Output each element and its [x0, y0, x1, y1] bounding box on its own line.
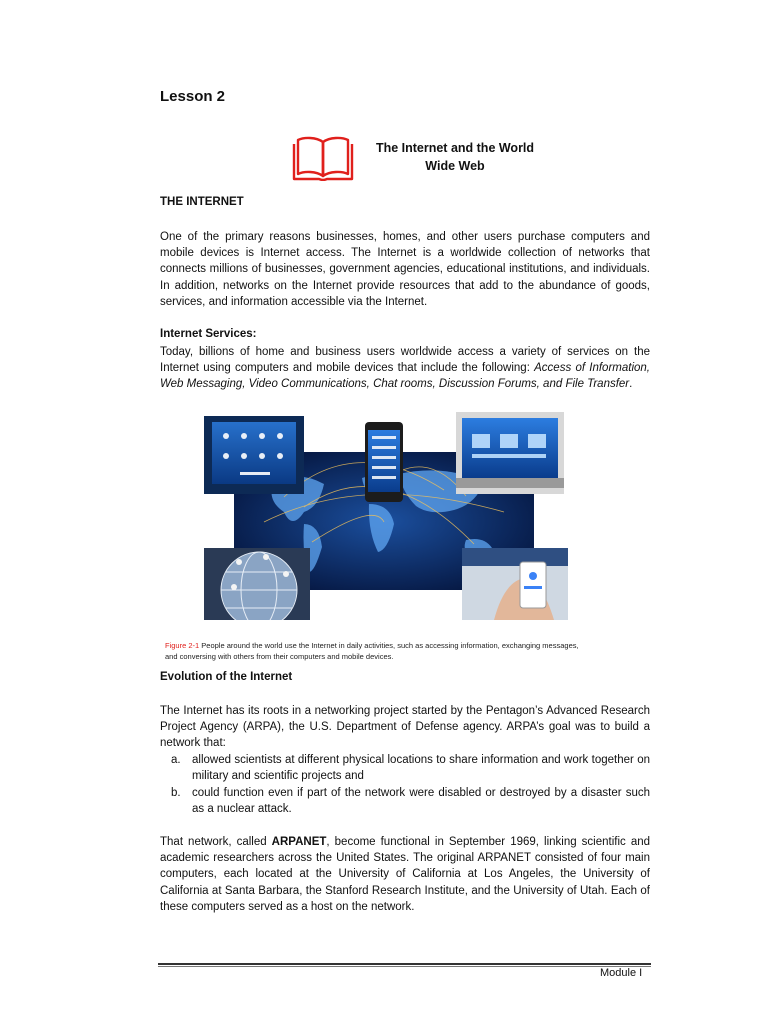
list-item-text: allowed scientists at different physical locations to share information and work together on military and scientific projects and	[192, 754, 650, 783]
evolution-paragraph: The Internet has its roots in a networking project started by the Pentagon’s Advanced Research Project Agency (ARPA), the U.S. Department of Defense agency. ARPA’s goal was to build a network that:	[160, 705, 650, 750]
caption-line-1	[165, 640, 645, 651]
caption-text-1: People around the world use the Internet in daily activities, such as accessing information, exchanging messages,	[199, 641, 579, 650]
services-list-italic: Access of Information, Web Messaging, Video Communications, Chat rooms, Discussion Forums, and File Transfer	[160, 362, 650, 391]
list-item-text: could function even if part of the network were disabled or destroyed by a disaster such as a nuclear attack.	[192, 787, 650, 816]
list-marker: a.	[171, 754, 181, 766]
evolution-heading: Evolution of the Internet	[160, 671, 293, 683]
arpanet-post: , become functional in September 1969, linking scientific and academic researchers across the United States. The original ARPANET consisted of four main computers, each located at the University of California at Los Angeles, the University of California at Santa Barbara, the Stanford Research Institute, and the University of Utah. Each of these computers served as a host on the network.	[160, 836, 651, 913]
services-heading: Internet Services:	[160, 328, 257, 340]
lesson-label: Lesson 2	[160, 88, 226, 105]
section-heading-internet: THE INTERNET	[160, 196, 244, 208]
services-text: Today, billions of home and business users worldwide access a variety of services on the Internet using computers and mobile devices that include the following:	[160, 346, 650, 375]
document-title	[362, 139, 548, 175]
footer-divider	[158, 963, 651, 965]
caption-line-2: and conversing with others from their computers and mobile devices.	[165, 652, 394, 661]
services-paragraph	[160, 344, 650, 393]
open-book-icon	[292, 133, 354, 181]
figure-label: Figure 2-1	[165, 641, 200, 650]
page-footer: Module I	[600, 967, 643, 979]
title-line-1: The Internet and the World	[375, 141, 535, 155]
list-marker: b.	[171, 787, 181, 799]
internet-collage-image	[204, 412, 568, 620]
internet-paragraph: One of the primary reasons businesses, homes, and other users purchase computers and mobile devices is Internet access. The Internet is a worldwide collection of networks that connects millions of businesses, government agencies, educational institutions, and individuals. In addition, networks on the Internet provide resources that add to the abundance of goods, services, and information accessible via the Internet.	[160, 231, 650, 308]
footer-divider-thin	[158, 966, 651, 967]
arpanet-paragraph	[160, 834, 650, 915]
title-line-2: Wide Web	[425, 159, 485, 173]
arpanet-pre: That network, called	[160, 836, 272, 848]
figure-caption	[165, 640, 645, 662]
services-end: .	[629, 378, 633, 391]
arpanet-bold: ARPANET	[271, 836, 327, 848]
